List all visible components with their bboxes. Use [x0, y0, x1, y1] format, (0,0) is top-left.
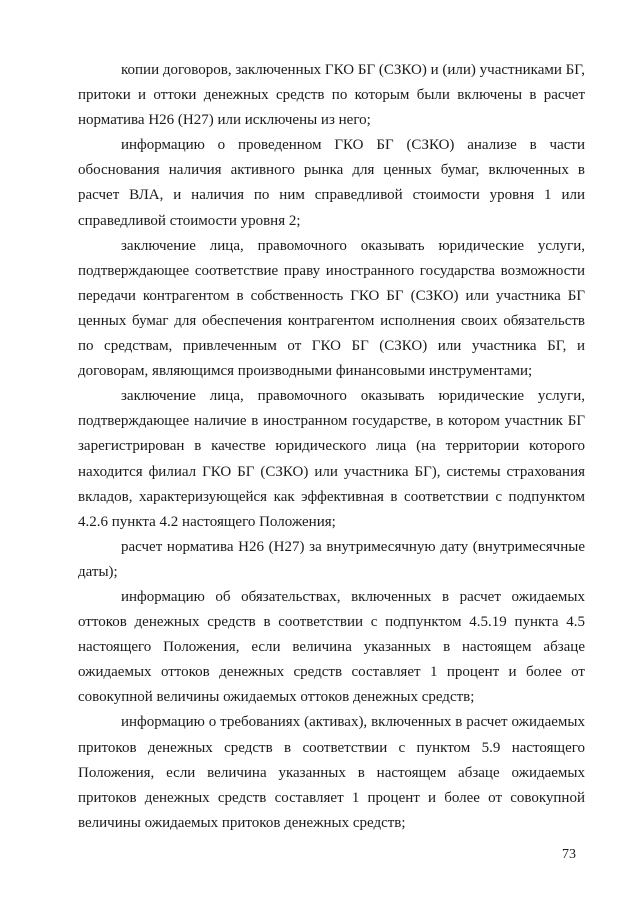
paragraph-legal-opinion-securities-transfer: заключение лица, правомочного оказывать юридические услуги, подтверждающее соответствие праву иностранного государства возможности передачи контрагентом в собственность ГКО БГ (СЗКО) или участника БГ ценных бумаг для обеспечения контрагентом исполнения своих обязательств по средствам, привлеченным от ГКО БГ (СЗКО) или участника БГ, и договорам, являющимся производными финансовыми инструментами; [78, 237, 585, 380]
paragraph-contract-copies: копии договоров, заключенных ГКО БГ (СЗКО) и (или) участниками БГ, притоки и оттоки денежных средств по которым были включены в расчет норматива Н26 (Н27) или исключены из него; [78, 62, 585, 129]
page-number: 73 [562, 847, 576, 862]
paragraph-intramonth-calculation: расчет норматива Н26 (Н27) за внутримесячную дату (внутримесячные даты); [78, 538, 585, 580]
paragraph-expected-outflows: информацию об обязательствах, включенных в расчет ожидаемых оттоков денежных средств в соответствии с подпунктом 4.5.19 пункта 4.5 настоящего Положения, если величина указанных в настоящем абзаце ожидаемых оттоков денежных средств составляет 1 процент и более от совокупной величины ожидаемых оттоков денежных средств; [78, 588, 585, 706]
paragraph-expected-inflows: информацию о требованиях (активах), включенных в расчет ожидаемых притоков денежных средств в соответствии с пунктом 5.9 настоящего Положения, если величина указанных в настоящем абзаце ожидаемых притоков денежных средств составляет 1 процент и более от совокупной величины ожидаемых притоков денежных средств; [78, 714, 585, 831]
paragraph-legal-opinion-deposit-insurance: заключение лица, правомочного оказывать юридические услуги, подтверждающее наличие в иностранном государстве, в котором участник БГ зарегистрирован в качестве юридического лица (на территории которого находится филиал ГКО БГ (СЗКО) или участника БГ), системы страхования вкладов, характеризующейся как эффективная в соответствии с подпунктом 4.2.6 пункта 4.2 настоящего Положения; [78, 388, 585, 530]
paragraph-active-market-analysis: информацию о проведенном ГКО БГ (СЗКО) анализе в части обоснования наличия активного рынка для ценных бумаг, включенных в расчет ВЛА, и наличия по ним справедливой стоимости уровня 1 или справедливой стоимости уровня 2; [78, 137, 585, 229]
page-body [78, 58, 585, 836]
